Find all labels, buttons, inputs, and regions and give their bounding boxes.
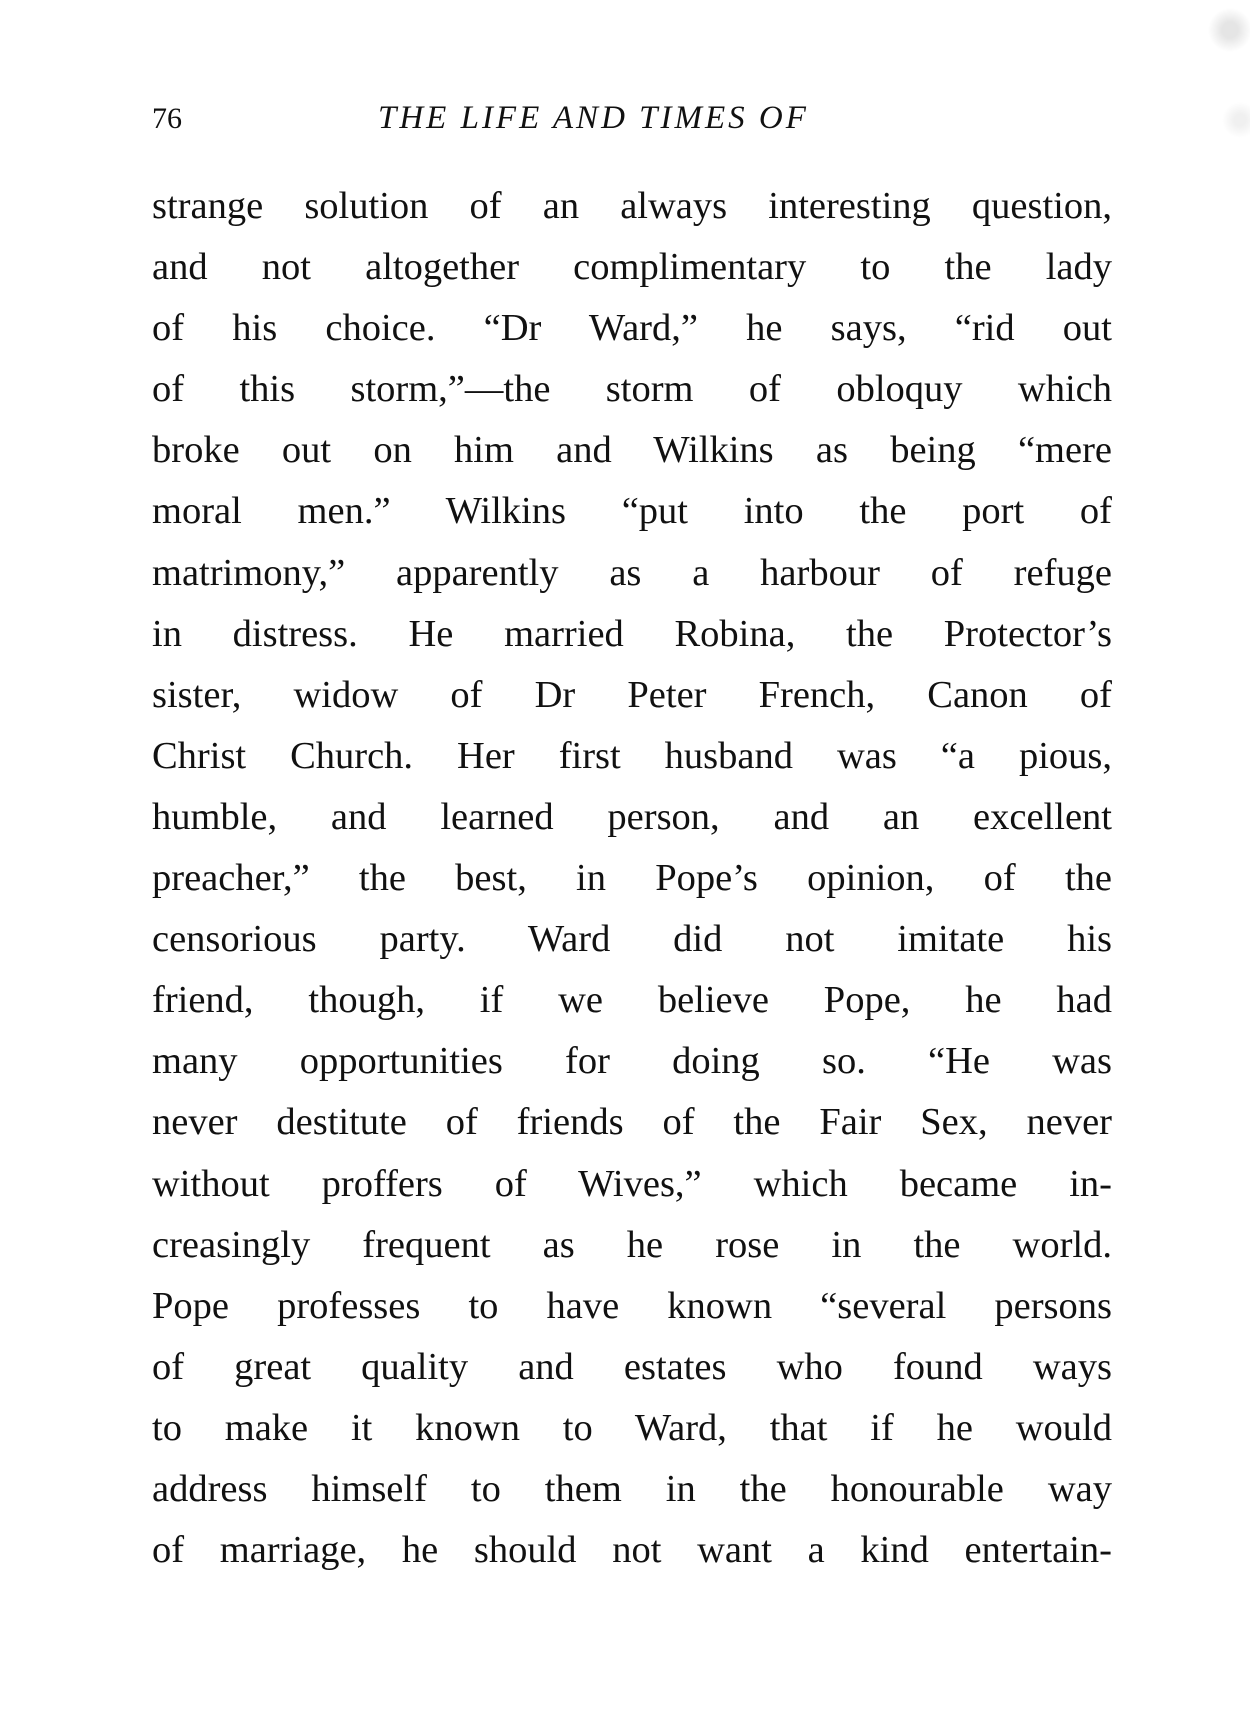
text-line: preacher,” the best, in Pope’s opinion, of the xyxy=(152,857,1112,900)
text-line: censorious party. Ward did not imitate his xyxy=(152,918,1112,961)
text-line: of this storm,”—the storm of obloquy which xyxy=(152,368,1112,411)
text-line: and not altogether complimentary to the lady xyxy=(152,246,1112,289)
text-line: Christ Church. Her first husband was “a pious, xyxy=(152,734,1112,777)
page-number: 76 xyxy=(152,102,182,135)
text-line: friend, though, if we believe Pope, he had xyxy=(152,979,1112,1022)
text-line: moral men.” Wilkins “put into the port of xyxy=(152,490,1112,533)
scan-edge-speckle xyxy=(1190,0,1250,1734)
text-line: matrimony,” apparently as a harbour of refuge xyxy=(152,551,1112,594)
text-line: of marriage, he should not want a kind entertain- xyxy=(152,1529,1112,1572)
running-head xyxy=(152,100,1092,150)
text-line: broke out on him and Wilkins as being “mere xyxy=(152,429,1112,472)
text-line: many opportunities for doing so. “He was xyxy=(152,1040,1112,1083)
text-line: of his choice. “Dr Ward,” he says, “rid out xyxy=(152,307,1112,350)
text-line: to make it known to Ward, that if he would xyxy=(152,1406,1112,1449)
text-line: never destitute of friends of the Fair Sex, never xyxy=(152,1101,1112,1144)
text-line: of great quality and estates who found ways xyxy=(152,1345,1112,1388)
text-line: without proffers of Wives,” which became in- xyxy=(152,1162,1112,1205)
text-line: creasingly frequent as he rose in the world. xyxy=(152,1223,1112,1266)
text-line: in distress. He married Robina, the Protector’s xyxy=(152,612,1112,655)
body-text xyxy=(152,176,1112,1581)
text-line: Pope professes to have known “several persons xyxy=(152,1284,1112,1327)
text-line: address himself to them in the honourable way xyxy=(152,1467,1112,1510)
text-line: sister, widow of Dr Peter French, Canon of xyxy=(152,673,1112,716)
text-line: strange solution of an always interesting question, xyxy=(152,185,1112,227)
running-title: THE LIFE AND TIMES OF xyxy=(378,100,809,136)
text-line: humble, and learned person, and an excellent xyxy=(152,795,1112,838)
